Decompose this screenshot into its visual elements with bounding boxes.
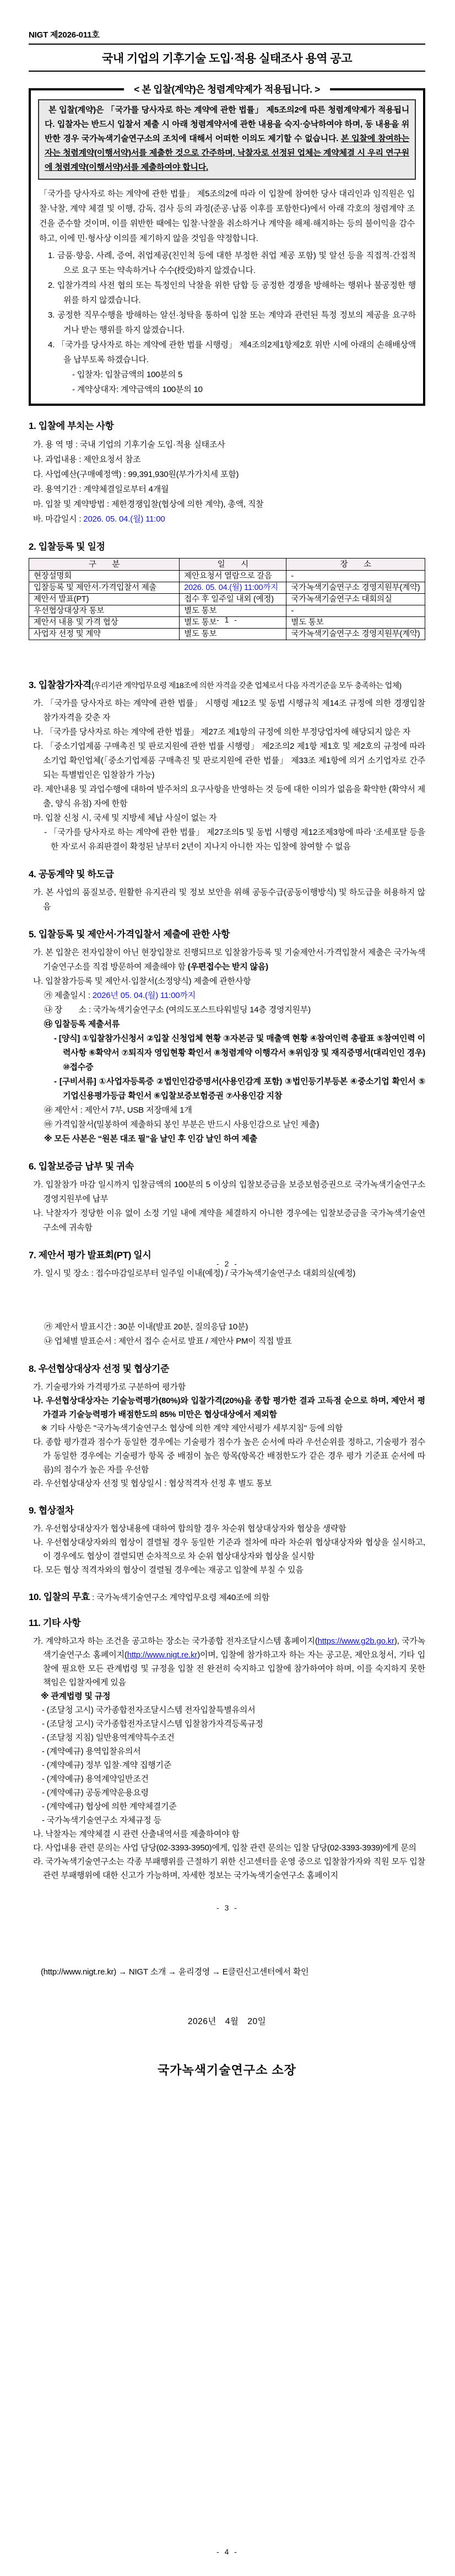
integrity-summary — [38, 99, 416, 180]
list-item: 나. 낙찰자는 계약체결 시 관련 산출내역서를 제출하여야 함 — [33, 1829, 240, 1839]
table-cell-deadline: 2026. 05. 04.(월) 11:00까지 — [180, 582, 286, 594]
table-cell: 제안서 내용 및 가격 협상 — [29, 617, 180, 629]
integrity-summary-underlined: 본 입찰에 참여하는 자는 청렴계약(이행서약)서를 제출한 것으로 간주하며, 낙찰자로 선정된 업체는 계약체결 시 우리 연구원에 청렴계약(이행서약)서를 제출하여야 합니다. — [45, 134, 409, 172]
report-center-path-line: (http://www.nigt.re.kr) → NIGT 소개 → 윤리경영 → E클린신고센터에서 확인 — [41, 1967, 309, 1977]
page-4 — [0, 1932, 455, 2576]
page-footer: - 3 - — [216, 1903, 239, 1912]
table-cell: 국가녹색기술연구소 대회의실 — [286, 594, 425, 605]
table-cell: - — [286, 571, 425, 582]
list-item: 마. 입찰 및 계약방법 : 제한경쟁입찰(협상에 의한 계약), 총액, 직찰 — [33, 500, 264, 509]
g2b-link[interactable]: https://www.g2b.go.kr — [317, 1636, 394, 1646]
table-cell: 우선협상대상자 통보 — [29, 605, 180, 617]
announcement-text-3: )이며, 입찰에 참가하고자 하는 자는 공고문, 제안요청서, 기타 입찰에 필요한 모든 관계법령 및 규정을 입찰 전 완전히 숙지하고 입찰에 참가하여야 하며, 이를 숙지하지 못한 책임은 입찰자에게 있음 — [43, 1650, 425, 1687]
list-item: 나. 「국가를 당사자로 하는 계약에 관한 법률」 제27조 제1항의 규정에 의한 부정당업자에 해당되지 않은 자 — [33, 727, 411, 737]
required-docs-list: - [구비서류] ①사업자등록증 ②법인인감증명서(사용인감계 포함) ③법인등기부등본 ④중소기업 확인서 ⑤기업신용평가등급 확인서 ⑥입찰보증보험증권 ⑦사용인감 지참 — [54, 1077, 425, 1101]
section-10-text: : 국가녹색기술연구소 계약업무요령 제40조에 의함 — [90, 1593, 270, 1602]
pledge-sub-item: - 계약상대자: 계약금액의 100분의 10 — [72, 385, 203, 394]
pledge-item: 4. 「국가를 당사자로 하는 계약에 관한 법률 시행령」 제4조의2제1항제2호 위반 시에 아래의 손해배상액을 납부토록 하겠습니다. — [48, 340, 416, 364]
regulation-item: - 국가녹색기술연구소 자체규정 등 — [42, 1816, 161, 1825]
announcement-text-1: 가. 계약하고자 하는 조건을 공고하는 장소는 국가종합 전자조달시스템 홈페이지( — [33, 1636, 318, 1646]
announcement-text-2: ), 국가녹색기술연구소 홈페이지( — [43, 1636, 425, 1660]
evaluation-guideline-note: ※ 기타 사항은 "국가녹색기술연구소 협상에 의한 계약 제안서평가 세부지침" 등에 의함 — [41, 1424, 343, 1433]
page-footer: - 1 - — [216, 615, 239, 624]
no-mail-notice: (우편접수는 받지 않음) — [187, 962, 268, 972]
schedule-table — [29, 558, 425, 640]
section-5-heading: 5. 입찰등록 및 제안서·가격입찰서 제출에 관한 사항 — [29, 929, 230, 940]
table-cell: 국가녹색기술연구소 경영지원부(계약) — [286, 582, 425, 594]
regulation-item: - (계약예규) 용역계약일반조건 — [42, 1774, 149, 1784]
table-cell: 입찰등록 및 제안서·가격입찰서 제출 — [29, 582, 180, 594]
submission-date-line — [29, 989, 425, 1003]
table-cell: 사업자 선정 및 계약 — [29, 629, 180, 640]
price-bid-line: ㉲ 가격입찰서(밀봉하여 제출하되 봉인 부분은 반드시 사용인감으로 날인 제출) — [44, 1120, 319, 1129]
list-item: 라. 제안내용 및 과업수행에 대하여 발주처의 요구사항을 반영하는 것 등에 대한 이의가 없음을 확약한 (확약서 제출, 양식 유첨) 자에 한함 — [33, 785, 425, 808]
horizontal-rule — [29, 44, 425, 45]
table-cell: 국가녹색기술연구소 경영지원부(계약) — [286, 629, 425, 640]
section-6-heading: 6. 입찰보증금 납부 및 귀속 — [29, 1161, 134, 1172]
section-10-title: 10. 입찰의 무효 — [29, 1592, 90, 1602]
table-cell: 별도 통보 — [180, 605, 286, 617]
section-1-heading: 1. 입찰에 부치는 사항 — [29, 421, 114, 431]
issuer-signature: 국가녹색기술연구소 소장 — [158, 2063, 296, 2077]
copy-seal-note: ※ 모든 사본은 “원본 대조 필”을 날인 후 인감 날인 하여 제출 — [44, 1134, 258, 1144]
list-item: 가. 기술평가와 가격평가로 구분하여 평가함 — [33, 1382, 186, 1392]
section-3-title: 3. 입찰참가자격 — [29, 680, 91, 690]
regulation-item: - (조달청 지침) 일반용역계약특수조건 — [42, 1733, 175, 1742]
table-cell: - — [286, 605, 425, 617]
onsite-submission-text: 가. 본 입찰은 전자입찰이 아닌 현장입찰로 진행되므로 입찰참가등록 및 기술제안서·가격입찰서 제출은 국가녹색기술연구소를 직접 방문하여 제출해야 함 — [33, 948, 425, 972]
regulation-item: - (계약예규) 공동계약운용요령 — [42, 1788, 149, 1797]
section-3-heading — [29, 677, 425, 691]
list-item: 다. 사업예산(구매예정액) : 99,391,930원(부가가치세 포함) — [33, 470, 239, 479]
integrity-contract-box — [29, 84, 425, 406]
column-header: 장 소 — [286, 559, 425, 571]
regulation-item: - (계약예규) 용역입찰유의서 — [42, 1747, 141, 1756]
submission-date-label: ㉮ 제출일시 : — [44, 991, 93, 1000]
table-cell: 별도 통보 — [180, 629, 286, 640]
list-item: 라. 용역기간 : 계약체결일로부터 4개월 — [33, 485, 169, 494]
list-item: 가. 입찰참가 마감 일시까지 입찰금액의 100분의 5 이상의 입찰보증금을 보증보험증권으로 국가녹색기술연구소 경영지원부에 납부 — [33, 1180, 425, 1204]
list-item: 다. 종합 평가결과 점수가 동일한 경우에는 기술평가 점수가 높은 순서에 따라 우선순위를 정하고, 기술평가 점수가 동일한 경우에는 기술평가 항목 중 배점이 높은 항목(항목간 배점한도가 같은 경우 평가 기준표 순서에 따름)의 점수가 높은 자를 우선함 — [33, 1437, 425, 1474]
corruption-report-item: 라. 국가녹색기술연구소는 각종 부패행위를 근절하기 위한 신고센터를 운영 중으로 입찰참가자와 직원 모두 입찰 관련 부패행위에 대한 신고가 가능하며, 자세한 정보는 국가녹색기술연구소 홈페이지 — [33, 1857, 426, 1880]
pledge-item: 1. 금품·향응, 사례, 증여, 취업제공(친인척 등에 대한 부정한 취업 제공 포함) 및 알선 등을 직접적·간접적으로 요구 또는 약속하거나 수수(授受)하지 않겠습니다. — [48, 251, 416, 275]
presentation-order-line: ㉯ 업체별 발표순서 : 제안서 접수 순서로 발표 / 제안사 PM이 직접 발표 — [44, 1337, 292, 1346]
section-9-heading: 9. 협상절차 — [29, 1505, 74, 1516]
integrity-banner: < 본 입찰(계약)은 청렴계약제가 적용됩니다. > — [124, 82, 330, 96]
evaluation-weights-item: 나. 우선협상대상자는 기술능력평가(80%)와 입찰가격(20%)을 종합 평가한 결과 고득점 순으로 하며, 제안서 평가결과 기술능력평가 배점한도의 85% 미만은 협상대상에서 제외함 — [33, 1396, 425, 1419]
integrity-summary-text: 본 입찰(계약)은 「국가를 당사자로 하는 계약에 관한 법률」 제5조의2에 따른 청렴계약제가 적용됩니다. 입찰자는 반드시 입찰서 제출 시 아래 청렴계약서에 관한 내용을 숙지·승낙하여야 하며, 동 내용을 위반한 경우 국가녹색기술연구소의 조치에 대해서 어떠한 이의도 제기할 수 없습니다. — [45, 105, 409, 143]
list-item: 가. 용 역 명 : 국내 기업의 기후기술 도입·적용 실태조사 — [33, 440, 225, 449]
horizontal-rule — [29, 71, 425, 72]
registration-docs-heading: ㉰ 입찰등록 제출서류 — [44, 1019, 120, 1029]
column-header: 일 시 — [180, 559, 286, 571]
contact-info-item: 다. 사업내용 관련 문의는 사업 담당(02-3393-3950)에게, 입찰 관련 문의는 입찰 담당(02-3393-3939)에게 문의 — [33, 1843, 416, 1853]
page-title: 국내 기업의 기후기술 도입·적용 실태조사 용역 공고 — [101, 52, 352, 65]
list-item: 나. 입찰참가등록 및 제안서·입찰서(소정양식) 제출에 관한사항 — [33, 976, 251, 986]
table-header-row — [29, 559, 425, 571]
list-item: 가. 본 사업의 품질보증, 원활한 유지관리 및 정보 보안을 위해 공동수급(공동이행방식) 및 하도급을 허용하지 않음 — [33, 888, 425, 911]
table-row — [29, 571, 425, 582]
list-item: 나. 과업내용 : 제안요청서 참조 — [33, 455, 141, 464]
regulation-item: - (조달청 고시) 국가종합전자조달시스템 전자입찰특별유의서 — [42, 1705, 256, 1715]
page-3 — [0, 1288, 455, 1932]
list-item: 가. 「국가를 당사자로 하는 계약에 관한 법률」 시행령 제12조 및 동법 시행규칙 제14조 규정에 의한 경쟁입찰 참가자격을 갖춘 자 — [33, 699, 425, 722]
table-cell: 현장설명회 — [29, 571, 180, 582]
submission-place-line: ㉯ 장 소 : 국가녹색기술연구소 (여의도포스트타워빌딩 14층 경영지원부) — [44, 1005, 311, 1015]
page-2 — [0, 644, 455, 1288]
table-cell: 접수 후 일주일 내외 (예정) — [180, 594, 286, 605]
list-item: 라. 우선협상대상자 선정 및 협상일시 : 협상적격자 선정 후 별도 통보 — [33, 1479, 272, 1488]
form-docs-list: - [양식] ①입찰참가신청서 ②입찰 신청업체 현황 ③자본금 및 매출액 현황 ④참여인력 총괄표 ⑤참여인력 이력사항 ⑥확약서 ⑦퇴직자 영입현황 확인서 ⑧청렴계약 이행각서 ⑨위임장 및 재직증명서(대리인인 경우) ⑩접수증 — [54, 1034, 425, 1072]
section-2-heading: 2. 입찰등록 및 일정 — [29, 541, 105, 552]
list-item: 다. 모든 협상 적격자와의 협상이 결렬될 경우에는 재공고 입찰에 부칠 수 있음 — [33, 1565, 304, 1575]
section-10-heading — [29, 1589, 425, 1603]
regulation-item: - (계약예규) 협상에 의한 계약체결기준 — [42, 1802, 177, 1811]
list-item: 다. 「중소기업제품 구매촉진 및 판로지원에 관한 법률 시행령」 제2조의2 제1항 제1호 및 제2호의 규정에 따라 소기업 확인업체(「중소기업제품 구매촉진 및 판로지원에 관한 법률」 제33조 제1항에 의거 소기업자로 간주되는 특별법인은 입찰참가 가능) — [33, 742, 425, 780]
deadline-label: 바. 마감일시 : — [33, 514, 84, 524]
list-item: 마. 입찰 신청 시, 국세 및 지방세 체납 사실이 없는 자 — [33, 813, 217, 823]
regulation-item: - (계약예규) 정부 입찰·계약 집행기준 — [42, 1761, 172, 1770]
list-item: 나. 우선협상대상자와의 협상이 결렬될 경우 동일한 기준과 절차에 따라 차순위 협상대상자와 협상을 실시하고, 이 경우에도 협상이 결렬되면 순차적으로 차 순위 협상대상자와 협상을 실시함 — [33, 1538, 425, 1561]
table-row — [29, 594, 425, 605]
announcement-location-item — [29, 1634, 425, 1689]
section-3-qualifier: (우리기관 계약업무요령 제18조에 의한 자격을 갖춘 업체로서 다음 자격기준을 모두 충족하는 업체) — [91, 681, 402, 690]
table-cell: 제안요청서 열람으로 갈음 — [180, 571, 286, 582]
table-row — [29, 629, 425, 640]
table-cell: 제안서 발표(PT) — [29, 594, 180, 605]
pledge-sub-item: - 입찰자: 입찰금액의 100분의 5 — [72, 370, 183, 379]
page-footer: - 2 - — [216, 1259, 239, 1268]
list-item: 나. 낙찰자가 정당한 이유 없이 소정 기일 내에 계약을 체결하지 아니한 경우에는 입찰보증금을 국가녹색기술연구소에 귀속함 — [33, 1209, 425, 1232]
regulation-item: - (조달청 고시) 국가종합전자조달시스템 입찰참가자격등록규정 — [42, 1719, 263, 1729]
table-cell: 별도 통보 — [180, 617, 286, 629]
pledge-item: 2. 입찰가격의 사전 협의 또는 특정인의 낙찰을 위한 담합 등 공정한 경쟁을 방해하는 행위나 불공정한 행위를 하지 않겠습니다. — [48, 281, 416, 305]
related-regulations-heading: ※ 관계법령 및 규정 — [41, 1692, 111, 1701]
list-sub-note: - 「국가를 당사자로 하는 계약에 관한 법률」 제27조의5 및 동법 시행령 제12조제3항에 따라 ‘조세포탈 등을 한 자’로서 유죄판결이 확정된 날부터 2년이 지나지 아니한 자는 입찰에 참여할 수 없음 — [44, 828, 425, 851]
list-item: 가. 일시 및 장소 : 접수마감일로부터 일주일 이내(예정) / 국가녹색기술연구소 대회의실(예정) — [33, 1269, 356, 1278]
pledge-item: 3. 공정한 직무수행을 방해하는 알선·청탁을 통하여 입찰 또는 계약과 관련된 특정 정보의 제공을 요구하거나 받는 행위를 하지 않겠습니다. — [48, 310, 416, 335]
section-11-heading: 11. 기타 사항 — [29, 1618, 81, 1628]
doc-number: NIGT 제2026-011호 — [29, 30, 100, 40]
presentation-time-line: ㉮ 제안서 발표시간 : 30분 이내(발표 20분, 질의응답 10분) — [44, 1322, 248, 1332]
list-item — [29, 946, 425, 974]
nigt-link[interactable]: http://www.nigt.re.kr — [127, 1650, 198, 1660]
proposal-copies-line: ㉱ 제안서 : 제안서 7부, USB 저장매체 1개 — [44, 1105, 192, 1115]
page-1 — [0, 0, 455, 644]
section-4-heading: 4. 공동계약 및 하도급 — [29, 869, 114, 879]
bid-deadline-line — [29, 512, 425, 527]
deadline-value: 2026. 05. 04.(월) 11:00 — [83, 514, 165, 524]
issue-date: 2026년 4월 20일 — [187, 2017, 267, 2026]
page-footer: - 4 - — [216, 2547, 239, 2556]
submission-date-value: 2026년 05. 04.(월) 11:00까지 — [92, 991, 196, 1000]
section-7-heading: 7. 제안서 평가 발표회(PT) 일시 — [29, 1250, 151, 1260]
section-8-heading: 8. 우선협상대상자 선정 및 협상기준 — [29, 1364, 169, 1374]
table-cell: 별도 통보 — [286, 617, 425, 629]
table-row — [29, 582, 425, 594]
pledge-intro: 「국가를 당사자로 하는 계약에 관한 법률」 제5조의2에 따라 이 입찰에 참여한 당사 대리인과 임직원은 입찰·낙찰, 계약 체결 및 이행, 감독, 검사 등의 과정(준공·납품 이후를 포함한다)에서 아래 각호의 청렴계약 조건을 준수할 것이며, 이를 위반한 때에는 입찰·낙찰을 취소하거나 계약을 해제·해지하는 등의 불이익을 감수하고, 이에 민·형사상 이의를 제기하지 않을 것임을 약정합니다. — [39, 189, 415, 243]
column-header: 구 분 — [29, 559, 180, 571]
list-item: 가. 우선협상대상자가 협상내용에 대하여 합의할 경우 차순위 협상대상자와 협상을 생략함 — [33, 1524, 346, 1533]
